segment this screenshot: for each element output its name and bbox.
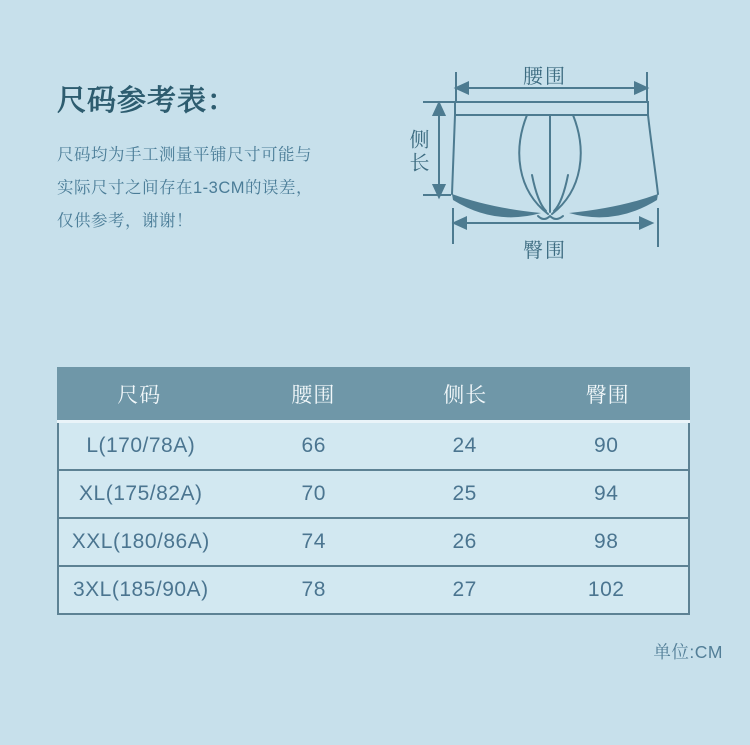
side-length-label: 侧长 bbox=[406, 129, 428, 175]
cell-hip: 90 bbox=[594, 434, 619, 457]
leg-opening-left bbox=[452, 194, 541, 217]
cell-hip: 94 bbox=[594, 482, 619, 505]
pouch-left-curve bbox=[519, 115, 548, 214]
waistband-outline bbox=[455, 102, 648, 115]
cell-size: XL(175/82A) bbox=[79, 482, 203, 505]
table-row bbox=[59, 567, 688, 613]
center-hem-arcs bbox=[538, 216, 563, 219]
page-title: 尺码参考表： bbox=[57, 85, 238, 117]
header-cell-hip: 臀围 bbox=[585, 383, 630, 407]
cell-hip: 98 bbox=[594, 530, 619, 553]
table-row bbox=[59, 423, 688, 471]
size-note-line-1: 尺码均为手工测量平铺尺寸可能与 bbox=[57, 146, 312, 164]
size-note bbox=[57, 139, 313, 238]
cell-side-length: 26 bbox=[452, 530, 477, 553]
pouch-right-curve bbox=[552, 115, 581, 214]
cell-waist: 74 bbox=[301, 530, 326, 553]
leg-opening-right bbox=[569, 194, 658, 217]
cell-size: L(170/78A) bbox=[86, 434, 196, 457]
cell-waist: 78 bbox=[301, 578, 326, 601]
size-table-header bbox=[57, 367, 690, 420]
unit-note: 单位:CM bbox=[653, 642, 723, 662]
header-cell-size: 尺码 bbox=[117, 383, 162, 407]
cell-waist: 70 bbox=[301, 482, 326, 505]
cell-size: XXL(180/86A) bbox=[71, 530, 210, 553]
cell-side-length: 27 bbox=[452, 578, 477, 601]
size-note-line-3: 仅供参考，谢谢！ bbox=[57, 212, 193, 230]
waist-label: 腰围 bbox=[523, 66, 567, 88]
size-table bbox=[57, 367, 690, 615]
table-row bbox=[59, 471, 688, 519]
cell-waist: 66 bbox=[301, 434, 326, 457]
cell-size: 3XL(185/90A) bbox=[72, 578, 209, 601]
trunk-left-side bbox=[452, 115, 455, 194]
cell-side-length: 24 bbox=[452, 434, 477, 457]
cell-hip: 102 bbox=[587, 578, 625, 601]
size-table-body bbox=[57, 423, 690, 615]
cell-side-length: 25 bbox=[452, 482, 477, 505]
header-cell-side-length: 侧长 bbox=[443, 383, 488, 407]
size-note-line-2: 实际尺寸之间存在1-3CM的误差， bbox=[57, 179, 314, 197]
trunk-right-side bbox=[648, 115, 658, 194]
table-row bbox=[59, 519, 688, 567]
hip-label: 臀围 bbox=[523, 240, 567, 262]
header-cell-waist: 腰围 bbox=[291, 383, 336, 407]
